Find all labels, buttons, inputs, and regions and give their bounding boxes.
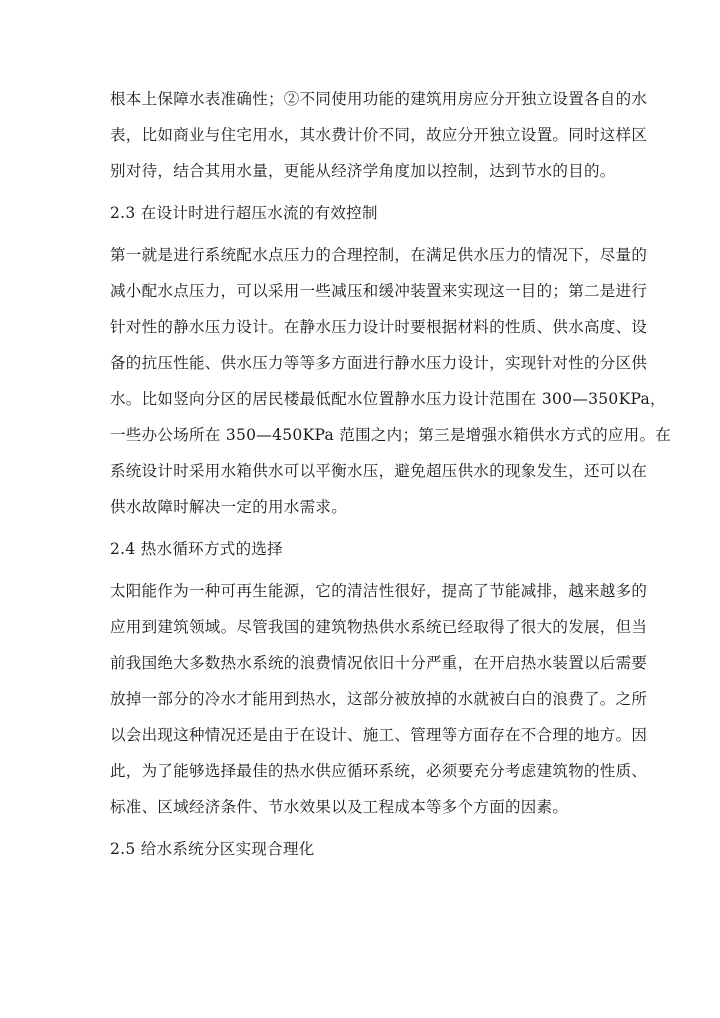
section-heading-2-3: 2.3 在设计时进行超压水流的有效控制 bbox=[110, 204, 378, 222]
paragraph-line: 针对性的静水压力设计。在静水压力设计时要根据材料的性质、供水高度、设 bbox=[110, 318, 648, 336]
paragraph-line: 根本上保障水表准确性；②不同使用功能的建筑用房应分开独立设置各自的水 bbox=[110, 90, 648, 108]
paragraph-line: 以会出现这种情况还是由于在设计、施工、管理等方面存在不合理的地方。因 bbox=[110, 726, 648, 744]
paragraph-line: 太阳能作为一种可再生能源，它的清洁性很好，提高了节能减排，越来越多的 bbox=[110, 582, 648, 600]
paragraph-line: 减小配水点压力，可以采用一些减压和缓冲装置来实现这一目的；第二是进行 bbox=[110, 282, 648, 300]
section-heading-2-5: 2.5 给水系统分区实现合理化 bbox=[110, 840, 315, 858]
paragraph-line: 第一就是进行系统配水点压力的合理控制，在满足供水压力的情况下，尽量的 bbox=[110, 246, 648, 264]
paragraph-line: 放掉一部分的冷水才能用到热水，这部分被放掉的水就被白白的浪费了。之所 bbox=[110, 690, 648, 708]
paragraph-line: 水。比如竖向分区的居民楼最低配水位置静水压力设计范围在 300—350KPa， bbox=[110, 390, 666, 408]
paragraph-line: 标准、区域经济条件、节水效果以及工程成本等多个方面的因素。 bbox=[110, 798, 569, 816]
paragraph-line: 前我国绝大多数热水系统的浪费情况依旧十分严重，在开启热水装置以后需要 bbox=[110, 654, 648, 672]
paragraph-line: 供水故障时解决一定的用水需求。 bbox=[110, 498, 348, 516]
paragraph-line: 系统设计时采用水箱供水可以平衡水压，避免超压供水的现象发生，还可以在 bbox=[110, 462, 648, 480]
paragraph-line: 备的抗压性能、供水压力等等多方面进行静水压力设计，实现针对性的分区供 bbox=[110, 354, 648, 372]
paragraph-line: 此，为了能够选择最佳的热水供应循环系统，必须要充分考虑建筑物的性质、 bbox=[110, 762, 648, 780]
paragraph-line: 一些办公场所在 350—450KPa 范围之内；第三是增强水箱供水方式的应用。在 bbox=[110, 426, 672, 444]
paragraph-line: 应用到建筑领域。尽管我国的建筑物热供水系统已经取得了很大的发展，但当 bbox=[110, 618, 648, 636]
paragraph-line: 表，比如商业与住宅用水，其水费计价不同，故应分开独立设置。同时这样区 bbox=[110, 126, 648, 144]
paragraph-line: 别对待，结合其用水量，更能从经济学角度加以控制，达到节水的目的。 bbox=[110, 162, 616, 180]
section-heading-2-4: 2.4 热水循环方式的选择 bbox=[110, 540, 283, 558]
